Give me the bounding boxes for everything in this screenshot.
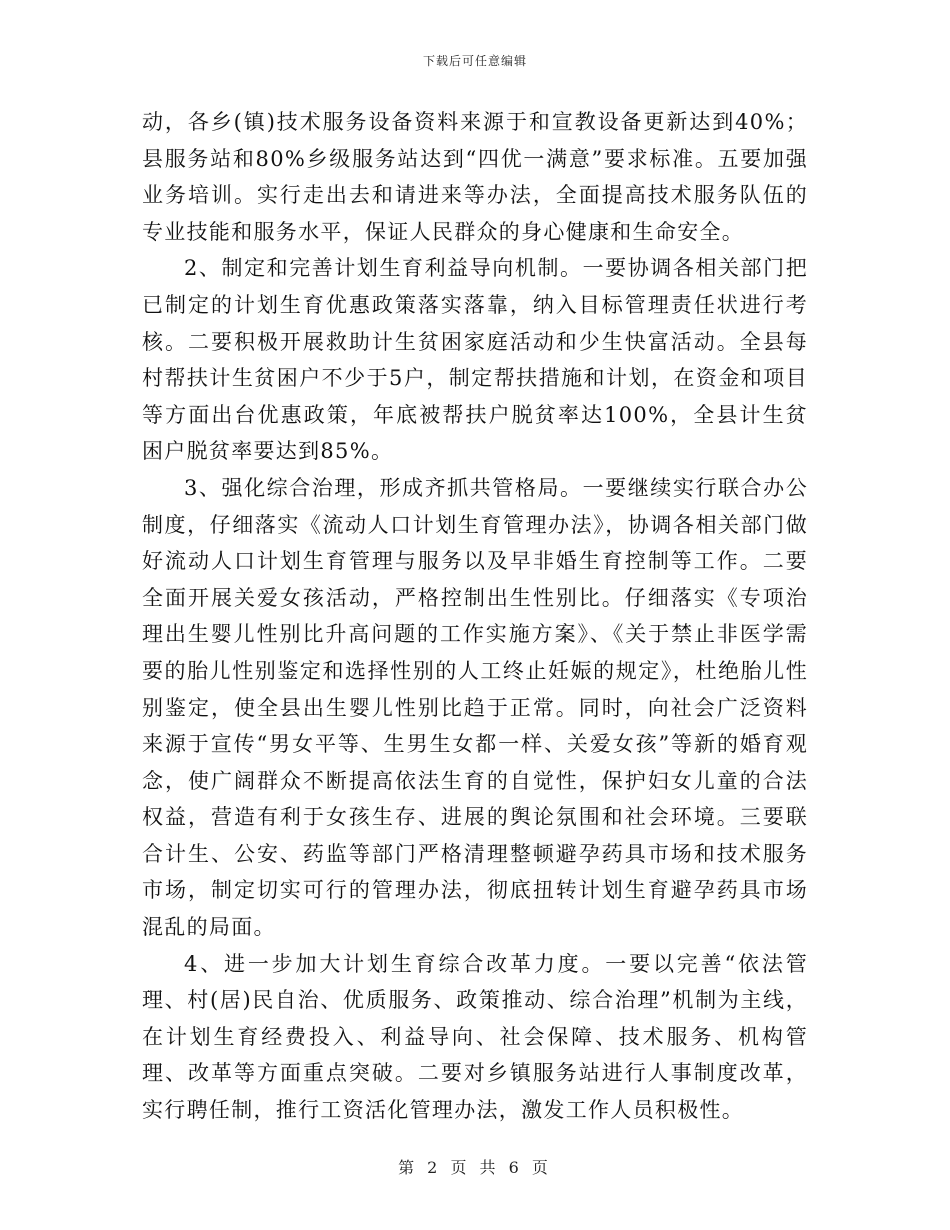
document-body	[142, 104, 808, 1129]
page-number-footer: 第 2 页 共 6 页	[398, 1158, 552, 1177]
paragraph-item-4: 4、进一步加大计划生育综合改革力度。一要以完善“依法管理、村(居)民自治、优质服务、政策推动、综合治理”机制为主线，在计划生育经费投入、利益导向、社会保障、技术服务、机构管理、改革等方面重点突破。二要对乡镇服务站进行人事制度改革，实行聘任制，推行工资活化管理办法，激发工作人员积极性。	[142, 951, 808, 1123]
paragraph-continuation: 动，各乡(镇)技术服务设备资料来源于和宣教设备更新达到40%；县服务站和80%乡级服务站达到“四优一满意”要求标准。五要加强业务培训。实行走出去和请进来等办法，全面提高技术服务队伍的专业技能和服务水平，保证人民群众的身心健康和生命安全。	[142, 110, 808, 244]
paragraph-item-3: 3、强化综合治理，形成齐抓共管格局。一要继续实行联合办公制度，仔细落实《流动人口计划生育管理办法》，协调各相关部门做好流动人口计划生育管理与服务以及早非婚生育控制等工作。二要全面开展关爱女孩活动，严格控制出生性别比。仔细落实《专项治理出生婴儿性别比升高问题的工作实施方案》、《关于禁止非医学需要的胎儿性别鉴定和选择性别的人工终止妊娠的规定》，杜绝胎儿性别鉴定，使全县出生婴儿性别比趋于正常。同时，向社会广泛资料来源于宣传“男女平等、生男生女都一样、关爱女孩”等新的婚育观念，使广阔群众不断提高依法生育的自觉性，保护妇女儿童的合法权益，营造有利于女孩生存、进展的舆论氛围和社会环境。三要联合计生、公安、药监等部门严格清理整顿避孕药具市场和技术服务市场，制定切实可行的管理办法，彻底扭转计划生育避孕药具市场混乱的局面。	[142, 475, 808, 940]
paragraph-item-2: 2、制定和完善计划生育利益导向机制。一要协调各相关部门把已制定的计划生育优惠政策落实落靠，纳入目标管理责任状进行考核。二要积极开展救助计生贫困家庭活动和少生快富活动。全县每村帮扶计生贫困户不少于5户，制定帮扶措施和计划，在资金和项目等方面出台优惠政策，年底被帮扶户脱贫率达100%，全县计生贫困户脱贫率要达到85%。	[142, 256, 808, 464]
page-header: 下载后可任意编辑	[422, 54, 527, 68]
